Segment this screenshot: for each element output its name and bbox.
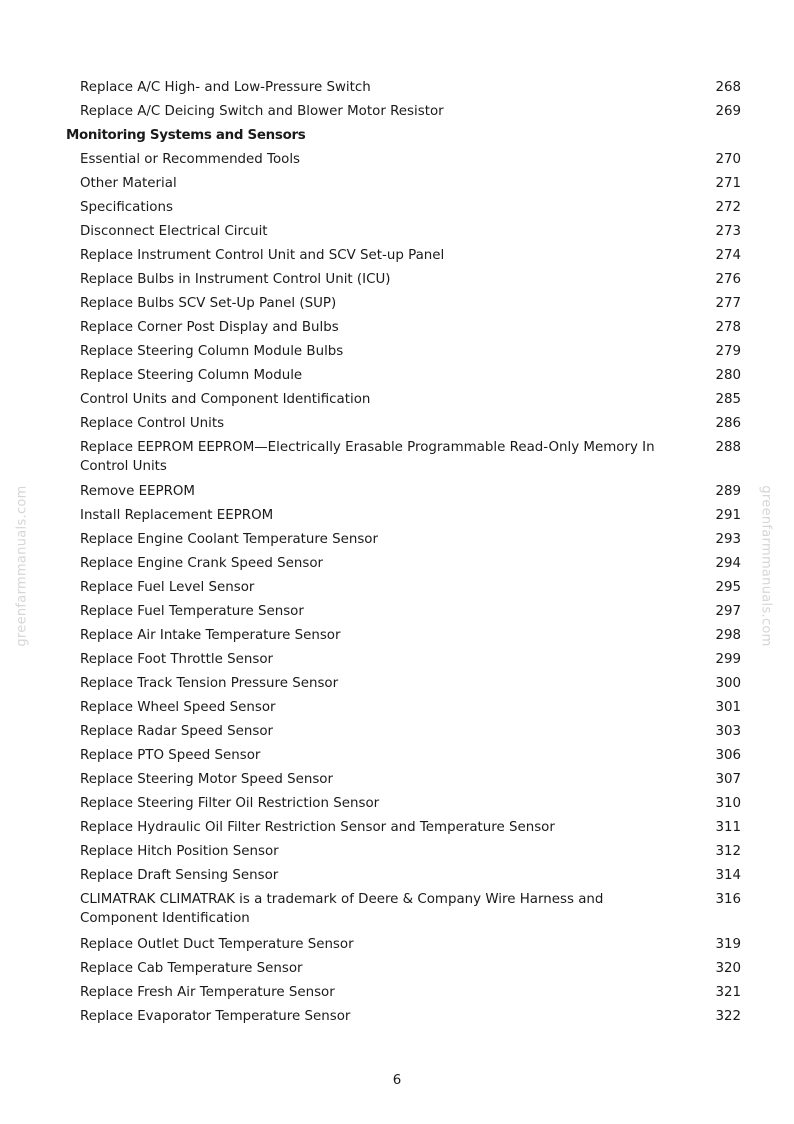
toc-entry-page: 288 <box>715 439 741 455</box>
toc-entry-page: 291 <box>715 508 741 523</box>
toc-entry[interactable] <box>0 339 794 363</box>
page-number: 6 <box>392 1073 402 1088</box>
toc-entry[interactable] <box>0 315 794 339</box>
toc-entry-title: Replace Engine Crank Speed Sensor <box>80 556 324 571</box>
toc-entry-page: 306 <box>715 748 741 763</box>
toc-entry-page: 270 <box>715 151 741 167</box>
toc-entry-page: 311 <box>715 820 741 835</box>
toc-entry-page: 294 <box>715 556 741 571</box>
toc-entry-page: 320 <box>715 960 741 976</box>
toc-entry-title: Replace Engine Coolant Temperature Sensor <box>80 532 379 547</box>
toc-section-heading <box>0 123 794 147</box>
toc-entry[interactable] <box>0 600 794 624</box>
toc-entry-title: Replace Steering Filter Oil Restriction Sensor <box>80 796 380 811</box>
toc-entry-title: Essential or Recommended Tools <box>80 151 301 167</box>
toc-entry[interactable] <box>0 816 794 840</box>
watermark-left: greenfarmmanuals.com <box>14 485 30 647</box>
toc-entry[interactable] <box>0 864 794 888</box>
toc-entry-page: 268 <box>715 79 741 95</box>
toc-entry-title: Replace Foot Throttle Sensor <box>80 652 274 667</box>
toc-entry-title: Install Replacement EEPROM <box>80 508 274 523</box>
toc-entry-page: 300 <box>715 676 741 691</box>
toc-entry-title: Monitoring Systems and Sensors <box>66 127 306 143</box>
toc-entry-page: 297 <box>715 604 741 619</box>
toc-entry[interactable] <box>0 363 794 387</box>
toc-entry-title: Replace Evaporator Temperature Sensor <box>80 1008 351 1024</box>
toc-entry-title: Replace Steering Column Module Bulbs <box>80 343 344 359</box>
toc-entry[interactable] <box>0 792 794 816</box>
toc-entry-title: Replace Fuel Temperature Sensor <box>80 604 304 619</box>
toc-entry-title: Replace Air Intake Temperature Sensor <box>80 628 341 643</box>
toc-entry-title: Replace Track Tension Pressure Sensor <box>80 676 339 691</box>
toc-entry[interactable] <box>0 932 794 956</box>
toc-entry-title: Disconnect Electrical Circuit <box>80 223 268 239</box>
table-of-contents <box>0 75 794 1028</box>
toc-entry-title: Replace Hitch Position Sensor <box>80 844 279 859</box>
toc-entry-page: 274 <box>715 247 741 263</box>
toc-entry[interactable] <box>0 528 794 552</box>
toc-entry[interactable] <box>0 672 794 696</box>
toc-entry-title: Replace Wheel Speed Sensor <box>80 700 276 715</box>
toc-entry-title: Replace Instrument Control Unit and SCV Set-up Panel <box>80 247 445 263</box>
toc-entry-title: Replace Fuel Level Sensor <box>80 580 255 595</box>
toc-entry[interactable] <box>0 243 794 267</box>
toc-entry-page: 277 <box>715 295 741 311</box>
toc-entry-title: Replace Bulbs in Instrument Control Unit (ICU) <box>80 271 391 287</box>
toc-entry[interactable] <box>0 768 794 792</box>
toc-entry-page: 276 <box>715 271 741 287</box>
toc-entry-page: 303 <box>715 724 741 739</box>
toc-entry-page: 286 <box>715 415 741 431</box>
toc-entry-title: Other Material <box>80 175 177 191</box>
toc-entry[interactable] <box>0 75 794 99</box>
toc-entry[interactable] <box>0 576 794 600</box>
toc-entry-page: 310 <box>715 796 741 811</box>
toc-entry-page: 289 <box>715 484 741 499</box>
toc-entry-title: Replace Control Units <box>80 415 225 431</box>
toc-entry-page: 280 <box>715 367 741 383</box>
toc-entry[interactable] <box>0 720 794 744</box>
toc-entry[interactable] <box>0 744 794 768</box>
toc-entry[interactable] <box>0 840 794 864</box>
toc-entry-title: Replace Corner Post Display and Bulbs <box>80 319 339 335</box>
toc-entry-title: Replace PTO Speed Sensor <box>80 748 261 763</box>
toc-entry-title: Replace Steering Motor Speed Sensor <box>80 772 334 787</box>
toc-entry-title: Replace Bulbs SCV Set-Up Panel (SUP) <box>80 295 337 311</box>
toc-entry[interactable] <box>0 696 794 720</box>
toc-entry-title: Replace EEPROM EEPROM—Electrically Erasable Programmable Read-Only Memory In Control Units <box>80 439 655 474</box>
toc-entry-page: 285 <box>715 391 741 407</box>
toc-entry-page: 307 <box>715 772 741 787</box>
toc-entry-page: 301 <box>715 700 741 715</box>
toc-entry-title: Remove EEPROM <box>80 484 195 499</box>
toc-entry-page: 316 <box>715 892 741 907</box>
toc-entry[interactable] <box>0 291 794 315</box>
toc-entry-title: Replace Cab Temperature Sensor <box>80 960 303 976</box>
toc-entry[interactable] <box>0 387 794 411</box>
toc-entry[interactable] <box>0 435 794 480</box>
toc-entry-page: 298 <box>715 628 741 643</box>
toc-entry-page: 314 <box>715 868 741 883</box>
toc-entry[interactable] <box>0 171 794 195</box>
toc-entry[interactable] <box>0 552 794 576</box>
toc-entry-title: Replace Radar Speed Sensor <box>80 724 274 739</box>
toc-entry-page: 299 <box>715 652 741 667</box>
toc-entry[interactable] <box>0 195 794 219</box>
toc-entry-title: Replace Outlet Duct Temperature Sensor <box>80 936 354 952</box>
toc-entry[interactable] <box>0 480 794 504</box>
toc-entry-title: CLIMATRAK CLIMATRAK is a trademark of Deere & Company Wire Harness and Component Identification <box>80 892 604 926</box>
toc-entry-title: Replace Steering Column Module <box>80 367 303 383</box>
toc-entry-page: 319 <box>715 936 741 952</box>
toc-entry-title: Control Units and Component Identification <box>80 391 371 407</box>
toc-entry[interactable] <box>0 956 794 980</box>
toc-entry[interactable] <box>0 219 794 243</box>
toc-entry[interactable] <box>0 648 794 672</box>
toc-entry[interactable] <box>0 624 794 648</box>
toc-entry[interactable] <box>0 147 794 171</box>
toc-entry-title: Replace A/C Deicing Switch and Blower Motor Resistor <box>80 103 444 119</box>
toc-entry[interactable] <box>0 99 794 123</box>
toc-entry[interactable] <box>0 888 794 933</box>
toc-entry-page: 269 <box>715 103 741 119</box>
toc-entry-page: 321 <box>715 984 741 1000</box>
toc-entry-page: 293 <box>715 532 741 547</box>
toc-entry-title: Specifications <box>80 199 173 215</box>
toc-entry-page: 312 <box>715 844 741 859</box>
toc-entry[interactable] <box>0 504 794 528</box>
toc-entry-title: Replace Fresh Air Temperature Sensor <box>80 984 335 1000</box>
watermark-right: greenfarmmanuals.com <box>758 485 774 647</box>
toc-entry[interactable] <box>0 1004 794 1028</box>
toc-entry[interactable] <box>0 980 794 1004</box>
toc-entry-page: 271 <box>715 175 741 191</box>
toc-entry[interactable] <box>0 267 794 291</box>
toc-entry-title: Replace Draft Sensing Sensor <box>80 868 279 883</box>
toc-entry-page: 295 <box>715 580 741 595</box>
toc-entry-page: 279 <box>715 343 741 359</box>
toc-entry[interactable] <box>0 411 794 435</box>
toc-entry-page: 273 <box>715 223 741 239</box>
toc-entry-title: Replace Hydraulic Oil Filter Restriction Sensor and Temperature Sensor <box>80 820 555 835</box>
toc-entry-title: Replace A/C High- and Low-Pressure Switch <box>80 79 371 95</box>
toc-entry-page: 278 <box>715 319 741 335</box>
toc-entry-page: 322 <box>715 1008 741 1024</box>
toc-entry-page: 272 <box>715 199 741 215</box>
